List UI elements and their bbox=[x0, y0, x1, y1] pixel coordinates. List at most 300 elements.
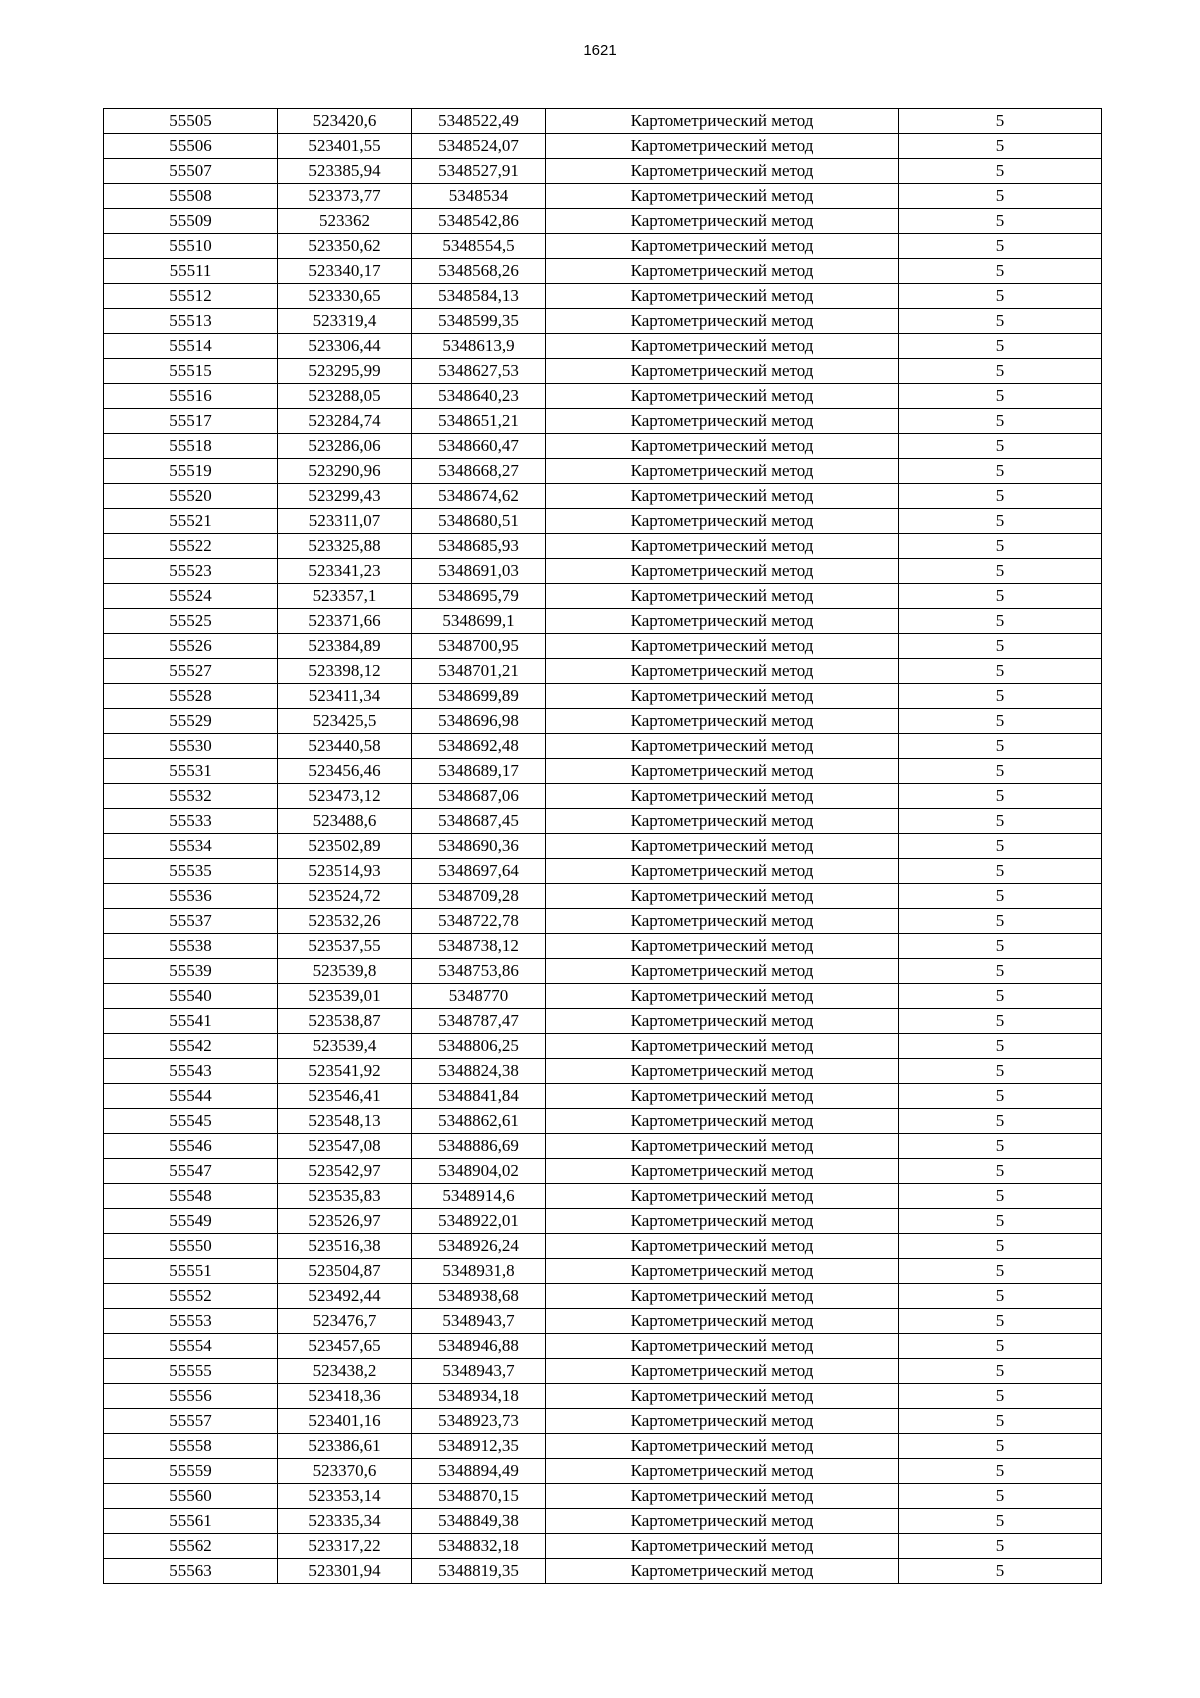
accuracy-cell: 5 bbox=[899, 259, 1102, 284]
y-coordinate-cell: 5348692,48 bbox=[412, 734, 546, 759]
x-coordinate-cell: 523299,43 bbox=[278, 484, 412, 509]
accuracy-cell: 5 bbox=[899, 1084, 1102, 1109]
method-cell: Картометрический метод bbox=[546, 1409, 899, 1434]
point-number-cell: 55521 bbox=[104, 509, 278, 534]
point-number-cell: 55554 bbox=[104, 1334, 278, 1359]
x-coordinate-cell: 523473,12 bbox=[278, 784, 412, 809]
accuracy-cell: 5 bbox=[899, 934, 1102, 959]
table-row bbox=[104, 434, 1102, 459]
accuracy-cell: 5 bbox=[899, 684, 1102, 709]
y-coordinate-cell: 5348687,06 bbox=[412, 784, 546, 809]
accuracy-cell: 5 bbox=[899, 284, 1102, 309]
table-row bbox=[104, 1084, 1102, 1109]
y-coordinate-cell: 5348806,25 bbox=[412, 1034, 546, 1059]
point-number-cell: 55549 bbox=[104, 1209, 278, 1234]
y-coordinate-cell: 5348689,17 bbox=[412, 759, 546, 784]
accuracy-cell: 5 bbox=[899, 1259, 1102, 1284]
y-coordinate-cell: 5348697,64 bbox=[412, 859, 546, 884]
x-coordinate-cell: 523537,55 bbox=[278, 934, 412, 959]
y-coordinate-cell: 5348527,91 bbox=[412, 159, 546, 184]
method-cell: Картометрический метод bbox=[546, 959, 899, 984]
method-cell: Картометрический метод bbox=[546, 1184, 899, 1209]
accuracy-cell: 5 bbox=[899, 409, 1102, 434]
y-coordinate-cell: 5348943,7 bbox=[412, 1359, 546, 1384]
point-number-cell: 55562 bbox=[104, 1534, 278, 1559]
method-cell: Картометрический метод bbox=[546, 809, 899, 834]
accuracy-cell: 5 bbox=[899, 1309, 1102, 1334]
y-coordinate-cell: 5348849,38 bbox=[412, 1509, 546, 1534]
y-coordinate-cell: 5348568,26 bbox=[412, 259, 546, 284]
accuracy-cell: 5 bbox=[899, 1534, 1102, 1559]
point-number-cell: 55557 bbox=[104, 1409, 278, 1434]
x-coordinate-cell: 523306,44 bbox=[278, 334, 412, 359]
y-coordinate-cell: 5348674,62 bbox=[412, 484, 546, 509]
method-cell: Картометрический метод bbox=[546, 509, 899, 534]
x-coordinate-cell: 523418,36 bbox=[278, 1384, 412, 1409]
point-number-cell: 55526 bbox=[104, 634, 278, 659]
table-row bbox=[104, 684, 1102, 709]
x-coordinate-cell: 523539,4 bbox=[278, 1034, 412, 1059]
point-number-cell: 55544 bbox=[104, 1084, 278, 1109]
point-number-cell: 55550 bbox=[104, 1234, 278, 1259]
table-row bbox=[104, 1309, 1102, 1334]
method-cell: Картометрический метод bbox=[546, 634, 899, 659]
accuracy-cell: 5 bbox=[899, 1334, 1102, 1359]
accuracy-cell: 5 bbox=[899, 984, 1102, 1009]
table-row bbox=[104, 384, 1102, 409]
x-coordinate-cell: 523440,58 bbox=[278, 734, 412, 759]
y-coordinate-cell: 5348660,47 bbox=[412, 434, 546, 459]
y-coordinate-cell: 5348651,21 bbox=[412, 409, 546, 434]
y-coordinate-cell: 5348640,23 bbox=[412, 384, 546, 409]
accuracy-cell: 5 bbox=[899, 859, 1102, 884]
point-number-cell: 55534 bbox=[104, 834, 278, 859]
table-row bbox=[104, 859, 1102, 884]
point-number-cell: 55537 bbox=[104, 909, 278, 934]
method-cell: Картометрический метод bbox=[546, 734, 899, 759]
x-coordinate-cell: 523438,2 bbox=[278, 1359, 412, 1384]
accuracy-cell: 5 bbox=[899, 134, 1102, 159]
method-cell: Картометрический метод bbox=[546, 659, 899, 684]
method-cell: Картометрический метод bbox=[546, 434, 899, 459]
accuracy-cell: 5 bbox=[899, 559, 1102, 584]
point-number-cell: 55519 bbox=[104, 459, 278, 484]
y-coordinate-cell: 5348685,93 bbox=[412, 534, 546, 559]
point-number-cell: 55511 bbox=[104, 259, 278, 284]
x-coordinate-cell: 523340,17 bbox=[278, 259, 412, 284]
method-cell: Картометрический метод bbox=[546, 1134, 899, 1159]
coordinates-table bbox=[103, 108, 1102, 1584]
table-row bbox=[104, 809, 1102, 834]
method-cell: Картометрический метод bbox=[546, 1009, 899, 1034]
y-coordinate-cell: 5348862,61 bbox=[412, 1109, 546, 1134]
point-number-cell: 55516 bbox=[104, 384, 278, 409]
accuracy-cell: 5 bbox=[899, 184, 1102, 209]
y-coordinate-cell: 5348931,8 bbox=[412, 1259, 546, 1284]
y-coordinate-cell: 5348770 bbox=[412, 984, 546, 1009]
x-coordinate-cell: 523401,55 bbox=[278, 134, 412, 159]
x-coordinate-cell: 523526,97 bbox=[278, 1209, 412, 1234]
y-coordinate-cell: 5348524,07 bbox=[412, 134, 546, 159]
table-row bbox=[104, 584, 1102, 609]
method-cell: Картометрический метод bbox=[546, 1309, 899, 1334]
table-row bbox=[104, 484, 1102, 509]
accuracy-cell: 5 bbox=[899, 1409, 1102, 1434]
method-cell: Картометрический метод bbox=[546, 1084, 899, 1109]
accuracy-cell: 5 bbox=[899, 1509, 1102, 1534]
point-number-cell: 55523 bbox=[104, 559, 278, 584]
method-cell: Картометрический метод bbox=[546, 1509, 899, 1534]
accuracy-cell: 5 bbox=[899, 709, 1102, 734]
point-number-cell: 55515 bbox=[104, 359, 278, 384]
y-coordinate-cell: 5348832,18 bbox=[412, 1534, 546, 1559]
point-number-cell: 55540 bbox=[104, 984, 278, 1009]
method-cell: Картометрический метод bbox=[546, 684, 899, 709]
method-cell: Картометрический метод bbox=[546, 1159, 899, 1184]
accuracy-cell: 5 bbox=[899, 759, 1102, 784]
x-coordinate-cell: 523398,12 bbox=[278, 659, 412, 684]
table-row bbox=[104, 309, 1102, 334]
table-row bbox=[104, 1184, 1102, 1209]
x-coordinate-cell: 523456,46 bbox=[278, 759, 412, 784]
x-coordinate-cell: 523425,5 bbox=[278, 709, 412, 734]
table-row bbox=[104, 134, 1102, 159]
point-number-cell: 55512 bbox=[104, 284, 278, 309]
y-coordinate-cell: 5348709,28 bbox=[412, 884, 546, 909]
point-number-cell: 55518 bbox=[104, 434, 278, 459]
y-coordinate-cell: 5348787,47 bbox=[412, 1009, 546, 1034]
table-row bbox=[104, 659, 1102, 684]
accuracy-cell: 5 bbox=[899, 1159, 1102, 1184]
y-coordinate-cell: 5348914,6 bbox=[412, 1184, 546, 1209]
x-coordinate-cell: 523488,6 bbox=[278, 809, 412, 834]
table-row bbox=[104, 1209, 1102, 1234]
method-cell: Картометрический метод bbox=[546, 859, 899, 884]
x-coordinate-cell: 523317,22 bbox=[278, 1534, 412, 1559]
y-coordinate-cell: 5348886,69 bbox=[412, 1134, 546, 1159]
table-row bbox=[104, 334, 1102, 359]
point-number-cell: 55517 bbox=[104, 409, 278, 434]
table-row bbox=[104, 909, 1102, 934]
x-coordinate-cell: 523546,41 bbox=[278, 1084, 412, 1109]
point-number-cell: 55546 bbox=[104, 1134, 278, 1159]
method-cell: Картометрический метод bbox=[546, 309, 899, 334]
method-cell: Картометрический метод bbox=[546, 1034, 899, 1059]
method-cell: Картометрический метод bbox=[546, 1434, 899, 1459]
method-cell: Картометрический метод bbox=[546, 284, 899, 309]
table-row bbox=[104, 1259, 1102, 1284]
accuracy-cell: 5 bbox=[899, 1059, 1102, 1084]
y-coordinate-cell: 5348668,27 bbox=[412, 459, 546, 484]
method-cell: Картометрический метод bbox=[546, 559, 899, 584]
accuracy-cell: 5 bbox=[899, 634, 1102, 659]
point-number-cell: 55530 bbox=[104, 734, 278, 759]
y-coordinate-cell: 5348841,84 bbox=[412, 1084, 546, 1109]
method-cell: Картометрический метод bbox=[546, 259, 899, 284]
table-row bbox=[104, 1534, 1102, 1559]
x-coordinate-cell: 523335,34 bbox=[278, 1509, 412, 1534]
method-cell: Картометрический метод bbox=[546, 484, 899, 509]
method-cell: Картометрический метод bbox=[546, 609, 899, 634]
y-coordinate-cell: 5348943,7 bbox=[412, 1309, 546, 1334]
y-coordinate-cell: 5348938,68 bbox=[412, 1284, 546, 1309]
table-row bbox=[104, 184, 1102, 209]
x-coordinate-cell: 523353,14 bbox=[278, 1484, 412, 1509]
accuracy-cell: 5 bbox=[899, 909, 1102, 934]
accuracy-cell: 5 bbox=[899, 1484, 1102, 1509]
x-coordinate-cell: 523341,23 bbox=[278, 559, 412, 584]
method-cell: Картометрический метод bbox=[546, 1459, 899, 1484]
method-cell: Картометрический метод bbox=[546, 1109, 899, 1134]
x-coordinate-cell: 523548,13 bbox=[278, 1109, 412, 1134]
point-number-cell: 55513 bbox=[104, 309, 278, 334]
x-coordinate-cell: 523371,66 bbox=[278, 609, 412, 634]
x-coordinate-cell: 523311,07 bbox=[278, 509, 412, 534]
accuracy-cell: 5 bbox=[899, 959, 1102, 984]
table-row bbox=[104, 159, 1102, 184]
x-coordinate-cell: 523370,6 bbox=[278, 1459, 412, 1484]
x-coordinate-cell: 523386,61 bbox=[278, 1434, 412, 1459]
point-number-cell: 55520 bbox=[104, 484, 278, 509]
point-number-cell: 55556 bbox=[104, 1384, 278, 1409]
y-coordinate-cell: 5348946,88 bbox=[412, 1334, 546, 1359]
y-coordinate-cell: 5348926,24 bbox=[412, 1234, 546, 1259]
method-cell: Картометрический метод bbox=[546, 1384, 899, 1409]
point-number-cell: 55524 bbox=[104, 584, 278, 609]
y-coordinate-cell: 5348753,86 bbox=[412, 959, 546, 984]
x-coordinate-cell: 523457,65 bbox=[278, 1334, 412, 1359]
y-coordinate-cell: 5348680,51 bbox=[412, 509, 546, 534]
table-row bbox=[104, 534, 1102, 559]
accuracy-cell: 5 bbox=[899, 809, 1102, 834]
accuracy-cell: 5 bbox=[899, 384, 1102, 409]
table-row bbox=[104, 1334, 1102, 1359]
point-number-cell: 55538 bbox=[104, 934, 278, 959]
accuracy-cell: 5 bbox=[899, 784, 1102, 809]
accuracy-cell: 5 bbox=[899, 609, 1102, 634]
y-coordinate-cell: 5348613,9 bbox=[412, 334, 546, 359]
y-coordinate-cell: 5348699,89 bbox=[412, 684, 546, 709]
accuracy-cell: 5 bbox=[899, 734, 1102, 759]
table-row bbox=[104, 834, 1102, 859]
point-number-cell: 55527 bbox=[104, 659, 278, 684]
method-cell: Картометрический метод bbox=[546, 1334, 899, 1359]
table-row bbox=[104, 734, 1102, 759]
y-coordinate-cell: 5348922,01 bbox=[412, 1209, 546, 1234]
accuracy-cell: 5 bbox=[899, 1284, 1102, 1309]
table-row bbox=[104, 1234, 1102, 1259]
x-coordinate-cell: 523286,06 bbox=[278, 434, 412, 459]
method-cell: Картометрический метод bbox=[546, 334, 899, 359]
accuracy-cell: 5 bbox=[899, 484, 1102, 509]
y-coordinate-cell: 5348584,13 bbox=[412, 284, 546, 309]
method-cell: Картометрический метод bbox=[546, 784, 899, 809]
method-cell: Картометрический метод bbox=[546, 459, 899, 484]
accuracy-cell: 5 bbox=[899, 1209, 1102, 1234]
accuracy-cell: 5 bbox=[899, 1184, 1102, 1209]
method-cell: Картометрический метод bbox=[546, 584, 899, 609]
point-number-cell: 55535 bbox=[104, 859, 278, 884]
table-row bbox=[104, 1009, 1102, 1034]
point-number-cell: 55536 bbox=[104, 884, 278, 909]
point-number-cell: 55505 bbox=[104, 109, 278, 134]
table-row bbox=[104, 559, 1102, 584]
x-coordinate-cell: 523535,83 bbox=[278, 1184, 412, 1209]
table-row bbox=[104, 234, 1102, 259]
y-coordinate-cell: 5348738,12 bbox=[412, 934, 546, 959]
table-row bbox=[104, 259, 1102, 284]
point-number-cell: 55563 bbox=[104, 1559, 278, 1584]
x-coordinate-cell: 523373,77 bbox=[278, 184, 412, 209]
table-row bbox=[104, 509, 1102, 534]
y-coordinate-cell: 5348627,53 bbox=[412, 359, 546, 384]
table-row bbox=[104, 1409, 1102, 1434]
method-cell: Картометрический метод bbox=[546, 384, 899, 409]
method-cell: Картометрический метод bbox=[546, 359, 899, 384]
accuracy-cell: 5 bbox=[899, 509, 1102, 534]
x-coordinate-cell: 523288,05 bbox=[278, 384, 412, 409]
point-number-cell: 55555 bbox=[104, 1359, 278, 1384]
x-coordinate-cell: 523385,94 bbox=[278, 159, 412, 184]
y-coordinate-cell: 5348687,45 bbox=[412, 809, 546, 834]
accuracy-cell: 5 bbox=[899, 584, 1102, 609]
y-coordinate-cell: 5348722,78 bbox=[412, 909, 546, 934]
x-coordinate-cell: 523284,74 bbox=[278, 409, 412, 434]
table-row bbox=[104, 1434, 1102, 1459]
accuracy-cell: 5 bbox=[899, 659, 1102, 684]
point-number-cell: 55543 bbox=[104, 1059, 278, 1084]
point-number-cell: 55558 bbox=[104, 1434, 278, 1459]
method-cell: Картометрический метод bbox=[546, 1559, 899, 1584]
x-coordinate-cell: 523504,87 bbox=[278, 1259, 412, 1284]
page-number: 1621 bbox=[583, 42, 617, 59]
table-row bbox=[104, 1284, 1102, 1309]
table-row bbox=[104, 884, 1102, 909]
y-coordinate-cell: 5348870,15 bbox=[412, 1484, 546, 1509]
point-number-cell: 55529 bbox=[104, 709, 278, 734]
point-number-cell: 55514 bbox=[104, 334, 278, 359]
y-coordinate-cell: 5348522,49 bbox=[412, 109, 546, 134]
accuracy-cell: 5 bbox=[899, 209, 1102, 234]
point-number-cell: 55510 bbox=[104, 234, 278, 259]
x-coordinate-cell: 523290,96 bbox=[278, 459, 412, 484]
method-cell: Картометрический метод bbox=[546, 1284, 899, 1309]
y-coordinate-cell: 5348701,21 bbox=[412, 659, 546, 684]
accuracy-cell: 5 bbox=[899, 1459, 1102, 1484]
table-row bbox=[104, 459, 1102, 484]
method-cell: Картометрический метод bbox=[546, 134, 899, 159]
x-coordinate-cell: 523325,88 bbox=[278, 534, 412, 559]
accuracy-cell: 5 bbox=[899, 159, 1102, 184]
table-row bbox=[104, 759, 1102, 784]
accuracy-cell: 5 bbox=[899, 309, 1102, 334]
y-coordinate-cell: 5348894,49 bbox=[412, 1459, 546, 1484]
accuracy-cell: 5 bbox=[899, 234, 1102, 259]
point-number-cell: 55533 bbox=[104, 809, 278, 834]
accuracy-cell: 5 bbox=[899, 1359, 1102, 1384]
accuracy-cell: 5 bbox=[899, 1384, 1102, 1409]
method-cell: Картометрический метод bbox=[546, 234, 899, 259]
point-number-cell: 55525 bbox=[104, 609, 278, 634]
table-row bbox=[104, 1109, 1102, 1134]
point-number-cell: 55547 bbox=[104, 1159, 278, 1184]
x-coordinate-cell: 523350,62 bbox=[278, 234, 412, 259]
y-coordinate-cell: 5348599,35 bbox=[412, 309, 546, 334]
coordinates-table-body bbox=[104, 109, 1102, 1584]
point-number-cell: 55548 bbox=[104, 1184, 278, 1209]
method-cell: Картометрический метод bbox=[546, 159, 899, 184]
table-row bbox=[104, 1059, 1102, 1084]
x-coordinate-cell: 523502,89 bbox=[278, 834, 412, 859]
y-coordinate-cell: 5348534 bbox=[412, 184, 546, 209]
x-coordinate-cell: 523330,65 bbox=[278, 284, 412, 309]
accuracy-cell: 5 bbox=[899, 1559, 1102, 1584]
table-row bbox=[104, 409, 1102, 434]
method-cell: Картометрический метод bbox=[546, 759, 899, 784]
method-cell: Картометрический метод bbox=[546, 709, 899, 734]
method-cell: Картометрический метод bbox=[546, 1359, 899, 1384]
point-number-cell: 55559 bbox=[104, 1459, 278, 1484]
point-number-cell: 55545 bbox=[104, 1109, 278, 1134]
table-row bbox=[104, 109, 1102, 134]
table-row bbox=[104, 1359, 1102, 1384]
method-cell: Картометрический метод bbox=[546, 1234, 899, 1259]
x-coordinate-cell: 523384,89 bbox=[278, 634, 412, 659]
x-coordinate-cell: 523532,26 bbox=[278, 909, 412, 934]
x-coordinate-cell: 523547,08 bbox=[278, 1134, 412, 1159]
point-number-cell: 55508 bbox=[104, 184, 278, 209]
point-number-cell: 55532 bbox=[104, 784, 278, 809]
table-row bbox=[104, 1034, 1102, 1059]
accuracy-cell: 5 bbox=[899, 884, 1102, 909]
x-coordinate-cell: 523492,44 bbox=[278, 1284, 412, 1309]
point-number-cell: 55541 bbox=[104, 1009, 278, 1034]
accuracy-cell: 5 bbox=[899, 1034, 1102, 1059]
table-row bbox=[104, 359, 1102, 384]
x-coordinate-cell: 523514,93 bbox=[278, 859, 412, 884]
point-number-cell: 55509 bbox=[104, 209, 278, 234]
y-coordinate-cell: 5348695,79 bbox=[412, 584, 546, 609]
accuracy-cell: 5 bbox=[899, 534, 1102, 559]
point-number-cell: 55528 bbox=[104, 684, 278, 709]
y-coordinate-cell: 5348700,95 bbox=[412, 634, 546, 659]
point-number-cell: 55553 bbox=[104, 1309, 278, 1334]
x-coordinate-cell: 523362 bbox=[278, 209, 412, 234]
method-cell: Картометрический метод bbox=[546, 109, 899, 134]
table-row bbox=[104, 1384, 1102, 1409]
x-coordinate-cell: 523401,16 bbox=[278, 1409, 412, 1434]
accuracy-cell: 5 bbox=[899, 1134, 1102, 1159]
accuracy-cell: 5 bbox=[899, 1434, 1102, 1459]
point-number-cell: 55531 bbox=[104, 759, 278, 784]
table-row bbox=[104, 784, 1102, 809]
method-cell: Картометрический метод bbox=[546, 209, 899, 234]
x-coordinate-cell: 523420,6 bbox=[278, 109, 412, 134]
method-cell: Картометрический метод bbox=[546, 1259, 899, 1284]
method-cell: Картометрический метод bbox=[546, 984, 899, 1009]
y-coordinate-cell: 5348691,03 bbox=[412, 559, 546, 584]
x-coordinate-cell: 523541,92 bbox=[278, 1059, 412, 1084]
table-row bbox=[104, 634, 1102, 659]
method-cell: Картометрический метод bbox=[546, 409, 899, 434]
x-coordinate-cell: 523539,01 bbox=[278, 984, 412, 1009]
point-number-cell: 55542 bbox=[104, 1034, 278, 1059]
x-coordinate-cell: 523538,87 bbox=[278, 1009, 412, 1034]
point-number-cell: 55507 bbox=[104, 159, 278, 184]
method-cell: Картометрический метод bbox=[546, 1059, 899, 1084]
y-coordinate-cell: 5348696,98 bbox=[412, 709, 546, 734]
table-row bbox=[104, 1134, 1102, 1159]
